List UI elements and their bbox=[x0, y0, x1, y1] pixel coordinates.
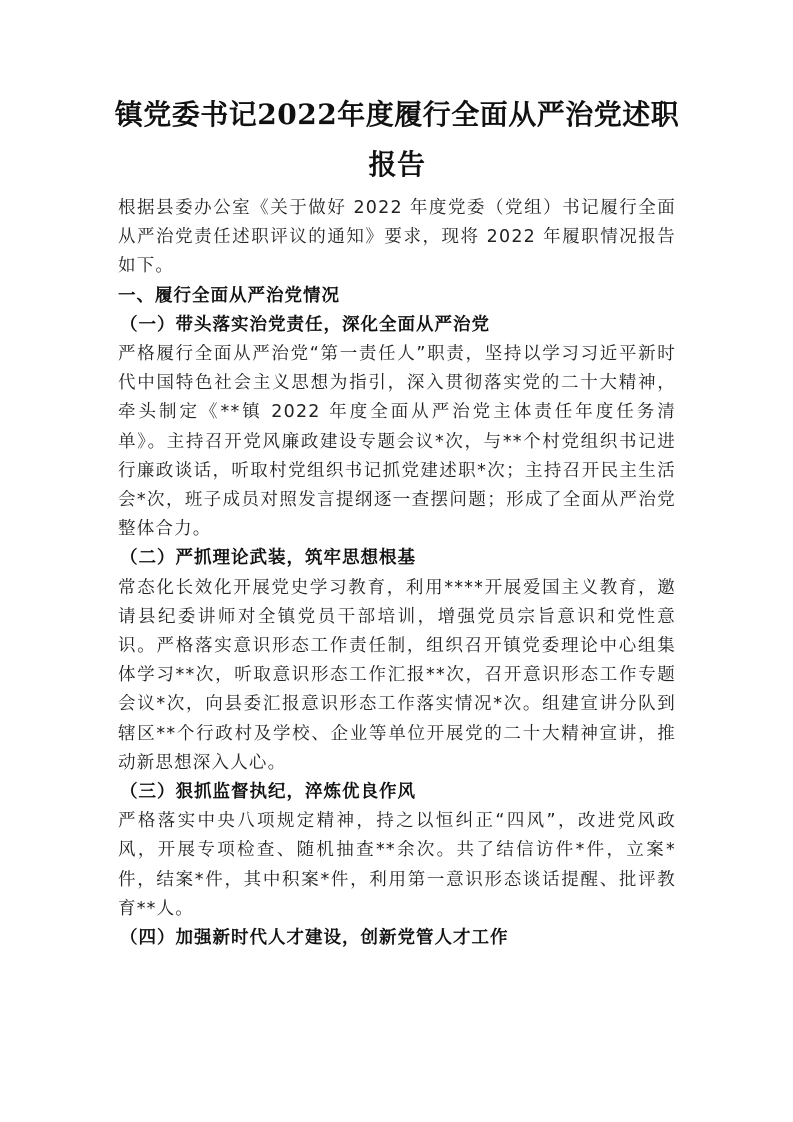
subsection-2-heading: （二）严抓理论武装，筑牢思想根基 bbox=[120, 548, 416, 569]
document-page bbox=[114, 90, 680, 953]
subsection-4-heading: （四）加强新时代人才建设，创新党管人才工作 bbox=[120, 928, 509, 949]
section-1-heading: 一、履行全面从严治党情况 bbox=[118, 285, 340, 306]
document-title: 镇党委书记2022年度履行全面从严治党述职报告 bbox=[114, 98, 680, 181]
subsection-1-body: 严格履行全面从严治党“第一责任人”职责，坚持以学习习近平新时代中国特色社会主义思想为指引，深入贯彻落实党的二十大精神，牵头制定《**镇 2022 年度全面从严治党主体责任年度任务清单》。主持召开党风廉政建设专题会议*次，与**个村党组织书记进行廉政谈话，听取村党组织书记抓党建述职*次；主持召开民主生活会*次，班子成员对照发言提纲逐一查摆问题；形成了全面从严治党整体合力。 bbox=[118, 344, 676, 540]
intro-paragraph: 根据县委办公室《关于做好 2022 年度党委（党组）书记履行全面从严治党责任述职评议的通知》要求，现将 2022 年履职情况报告如下。 bbox=[118, 198, 676, 277]
subsection-1-heading: （一）带头落实治党责任，深化全面从严治党 bbox=[120, 314, 490, 335]
subsection-3-body: 严格落实中央八项规定精神，持之以恒纠正“四风”，改进党风政风，开展专项检查、随机抽查**余次。共了结信访件*件，立案*件，结案*件，其中积案*件，利用第一意识形态谈话提醒、批评教育**人。 bbox=[118, 811, 676, 919]
subsection-3-heading: （三）狠抓监督执纪，淬炼优良作风 bbox=[120, 782, 416, 803]
subsection-2-body: 常态化长效化开展党史学习教育，利用****开展爱国主义教育，邀请县纪委讲师对全镇党员干部培训，增强党员宗旨意识和党性意识。严格落实意识形态工作责任制，组织召开镇党委理论中心组集体学习**次，听取意识形态工作汇报**次，召开意识形态工作专题会议*次，向县委汇报意识形态工作落实情况*次。组建宣讲分队到辖区**个行政村及学校、企业等单位开展党的二十大精神宣讲，推动新思想深入人心。 bbox=[118, 577, 676, 773]
